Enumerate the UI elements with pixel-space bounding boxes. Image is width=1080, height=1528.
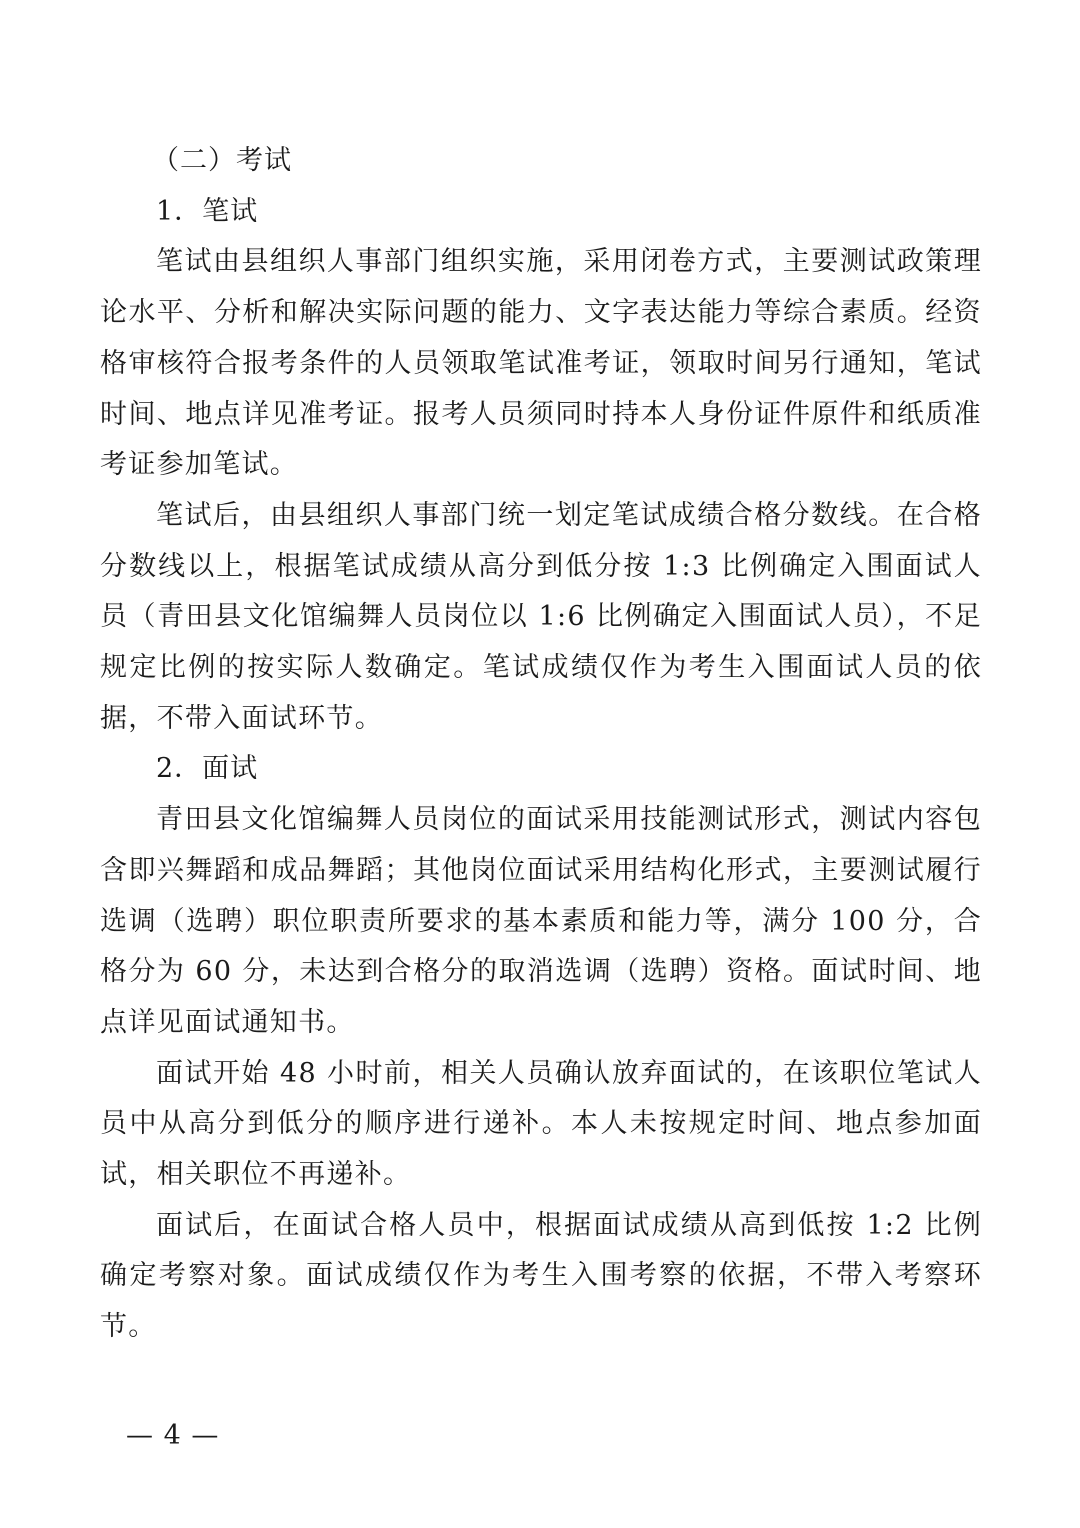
interview-paragraph-2: 面试开始 48 小时前，相关人员确认放弃面试的，在该职位笔试人员中从高分到低分的顺序进行递补。本人未按规定时间、地点参加面试，相关职位不再递补。 <box>100 1057 982 1191</box>
subsection-title-interview: 2．面试 <box>156 753 259 785</box>
page-number: — 4 — <box>126 1420 220 1451</box>
subsection-title-written-exam: 1．笔试 <box>156 195 259 227</box>
written-exam-paragraph-1: 笔试由县组织人事部门组织实施，采用闭卷方式，主要测试政策理论水平、分析和解决实际问题的能力、文字表达能力等综合素质。经资格审核符合报考条件的人员领取笔试准考证，领取时间另行通知，笔试时间、地点详见准考证。报考人员须同时持本人身份证件原件和纸质准考证参加笔试。 <box>100 246 982 481</box>
written-exam-paragraph-2: 笔试后，由县组织人事部门统一划定笔试成绩合格分数线。在合格分数线以上，根据笔试成绩从高分到低分按 1:3 比例确定入围面试人员（青田县文化馆编舞人员岗位以 1:6 比例确定入围面试人员），不足规定比例的按实际人数确定。笔试成绩仅作为考生入围面试人员的依据，不带入面试环节。 <box>100 499 982 734</box>
section-heading-exam: （二）考试 <box>152 145 292 176</box>
document-body <box>100 136 982 1353</box>
interview-paragraph-3: 面试后，在面试合格人员中，根据面试成绩从高到低按 1:2 比例确定考察对象。面试成绩仅作为考生入围考察的依据，不带入考察环节。 <box>100 1209 982 1343</box>
interview-paragraph-1: 青田县文化馆编舞人员岗位的面试采用技能测试形式，测试内容包含即兴舞蹈和成品舞蹈；其他岗位面试采用结构化形式，主要测试履行选调（选聘）职位职责所要求的基本素质和能力等，满分 100 分，合格分为 60 分，未达到合格分的取消选调（选聘）资格。面试时间、地点详见面试通知书。 <box>100 804 982 1038</box>
